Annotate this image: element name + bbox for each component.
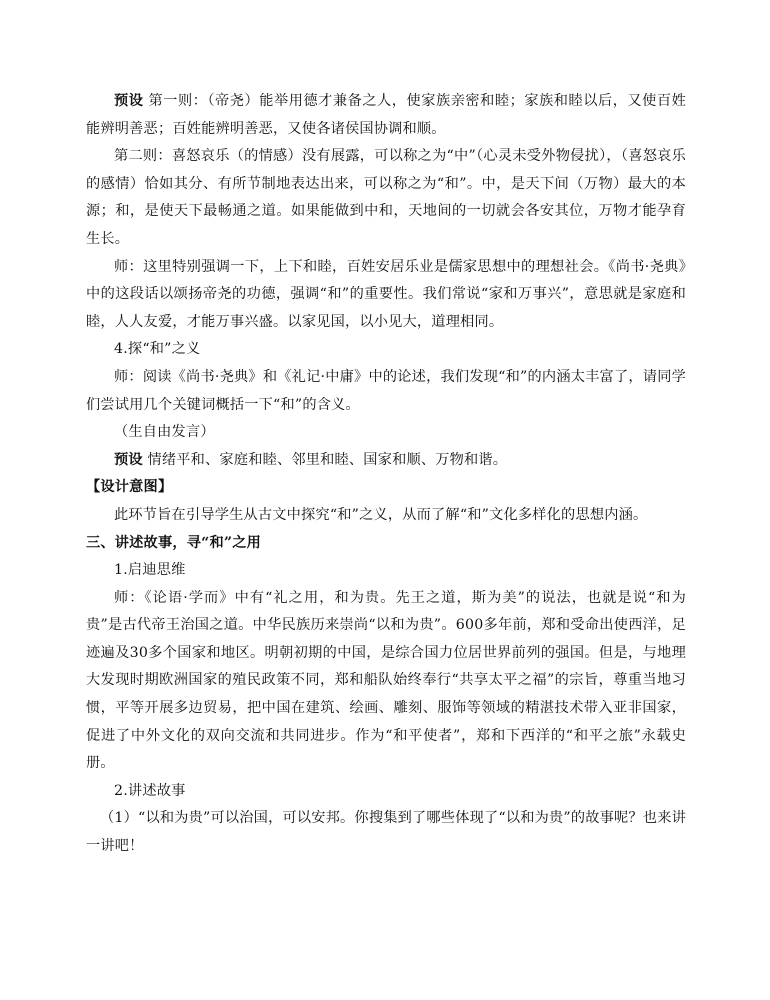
paragraph-second-rule: 第二则：喜怒哀乐（的情感）没有展露，可以称之为“中”（心灵未受外物侵扰），（喜怒哀乐的感情）恰如其分、有所节制地表达出来，可以称之为“和”。中，是天下间（万物）最大的本源；和，是使天下最畅通之道。如果能做到中和，天地间的一切就会各安其位，万物才能孕育生长。 — [86, 148, 686, 247]
preset-label-2: 预设 — [114, 451, 143, 468]
paragraph-teacher-2: 师：阅读《尚书·尧典》和《礼记·中庸》中的论述，我们发现“和”的内涵太丰富了，请同学们尝试用几个关键词概括一下“和”的含义。 — [86, 368, 686, 413]
document-page — [86, 88, 686, 861]
paragraph-student-speak: （生自由发言） — [114, 424, 215, 441]
subheading-tell-story: 2.讲述故事 — [114, 782, 186, 799]
preset-text-2: 情绪平和、家庭和睦、邻里和睦、国家和顺、万物和谐。 — [142, 451, 508, 468]
heading-section-three: 三、讲述故事，寻“和”之用 — [86, 534, 261, 551]
paragraph-question: （1）“以和为贵”可以治国，可以安邦。你搜集到了哪些体现了“以和为贵”的故事呢？也来讲一讲吧！ — [86, 810, 686, 855]
preset-text: 第一则：（帝尧）能举用德才兼备之人，使家族亲密和睦；家族和睦以后，又使百姓能辨明善恶；百姓能辨明善恶，又使各诸侯国协调和顺。 — [86, 93, 687, 137]
heading-design-intent: 【设计意图】 — [86, 479, 173, 496]
subheading-inspire: 1.启迪思维 — [114, 562, 186, 579]
paragraph-teacher-1: 师：这里特别强调一下，上下和睦，百姓安居乐业是儒家思想中的理想社会。《尚书·尧典》中的这段话以颂扬帝尧的功德，强调“和”的重要性。我们常说“家和万事兴”，意思就是家庭和睦，人人友爱，才能万事兴盛。以家见国，以小见大，道理相同。 — [86, 258, 686, 330]
paragraph-design-intent: 此环节旨在引导学生从古文中探究“和”之义，从而了解“和”文化多样化的思想内涵。 — [114, 506, 648, 523]
preset-label: 预设 — [114, 93, 144, 109]
subheading-explore-he: 4.探“和”之义 — [114, 341, 201, 358]
paragraph-teacher-3: 师：《论语·学而》中有“礼之用，和为贵。先王之道，斯为美”的说法，也就是说“和为贵”是古代帝王治国之道。中华民族历来崇尚“以和为贵”。600多年前，郑和受命出使西洋，足迹遍及30多个国家和地区。明朝初期的中国，是综合国力位居世界前列的强国。但是，与地理大发现时期欧洲国家的殖民政策不同，郑和船队始终奉行“共享太平之福”的宗旨，尊重当地习惯，平等开展多边贸易，把中国在建筑、绘画、雕刻、服饰等领域的精湛技术带入亚非国家，促进了中外文化的双向交流和共同进步。作为“和平使者”，郑和下西洋的“和平之旅”永载史册。 — [86, 589, 686, 772]
paragraph-preset-1 — [86, 88, 686, 143]
paragraph-preset-2 — [86, 447, 686, 475]
